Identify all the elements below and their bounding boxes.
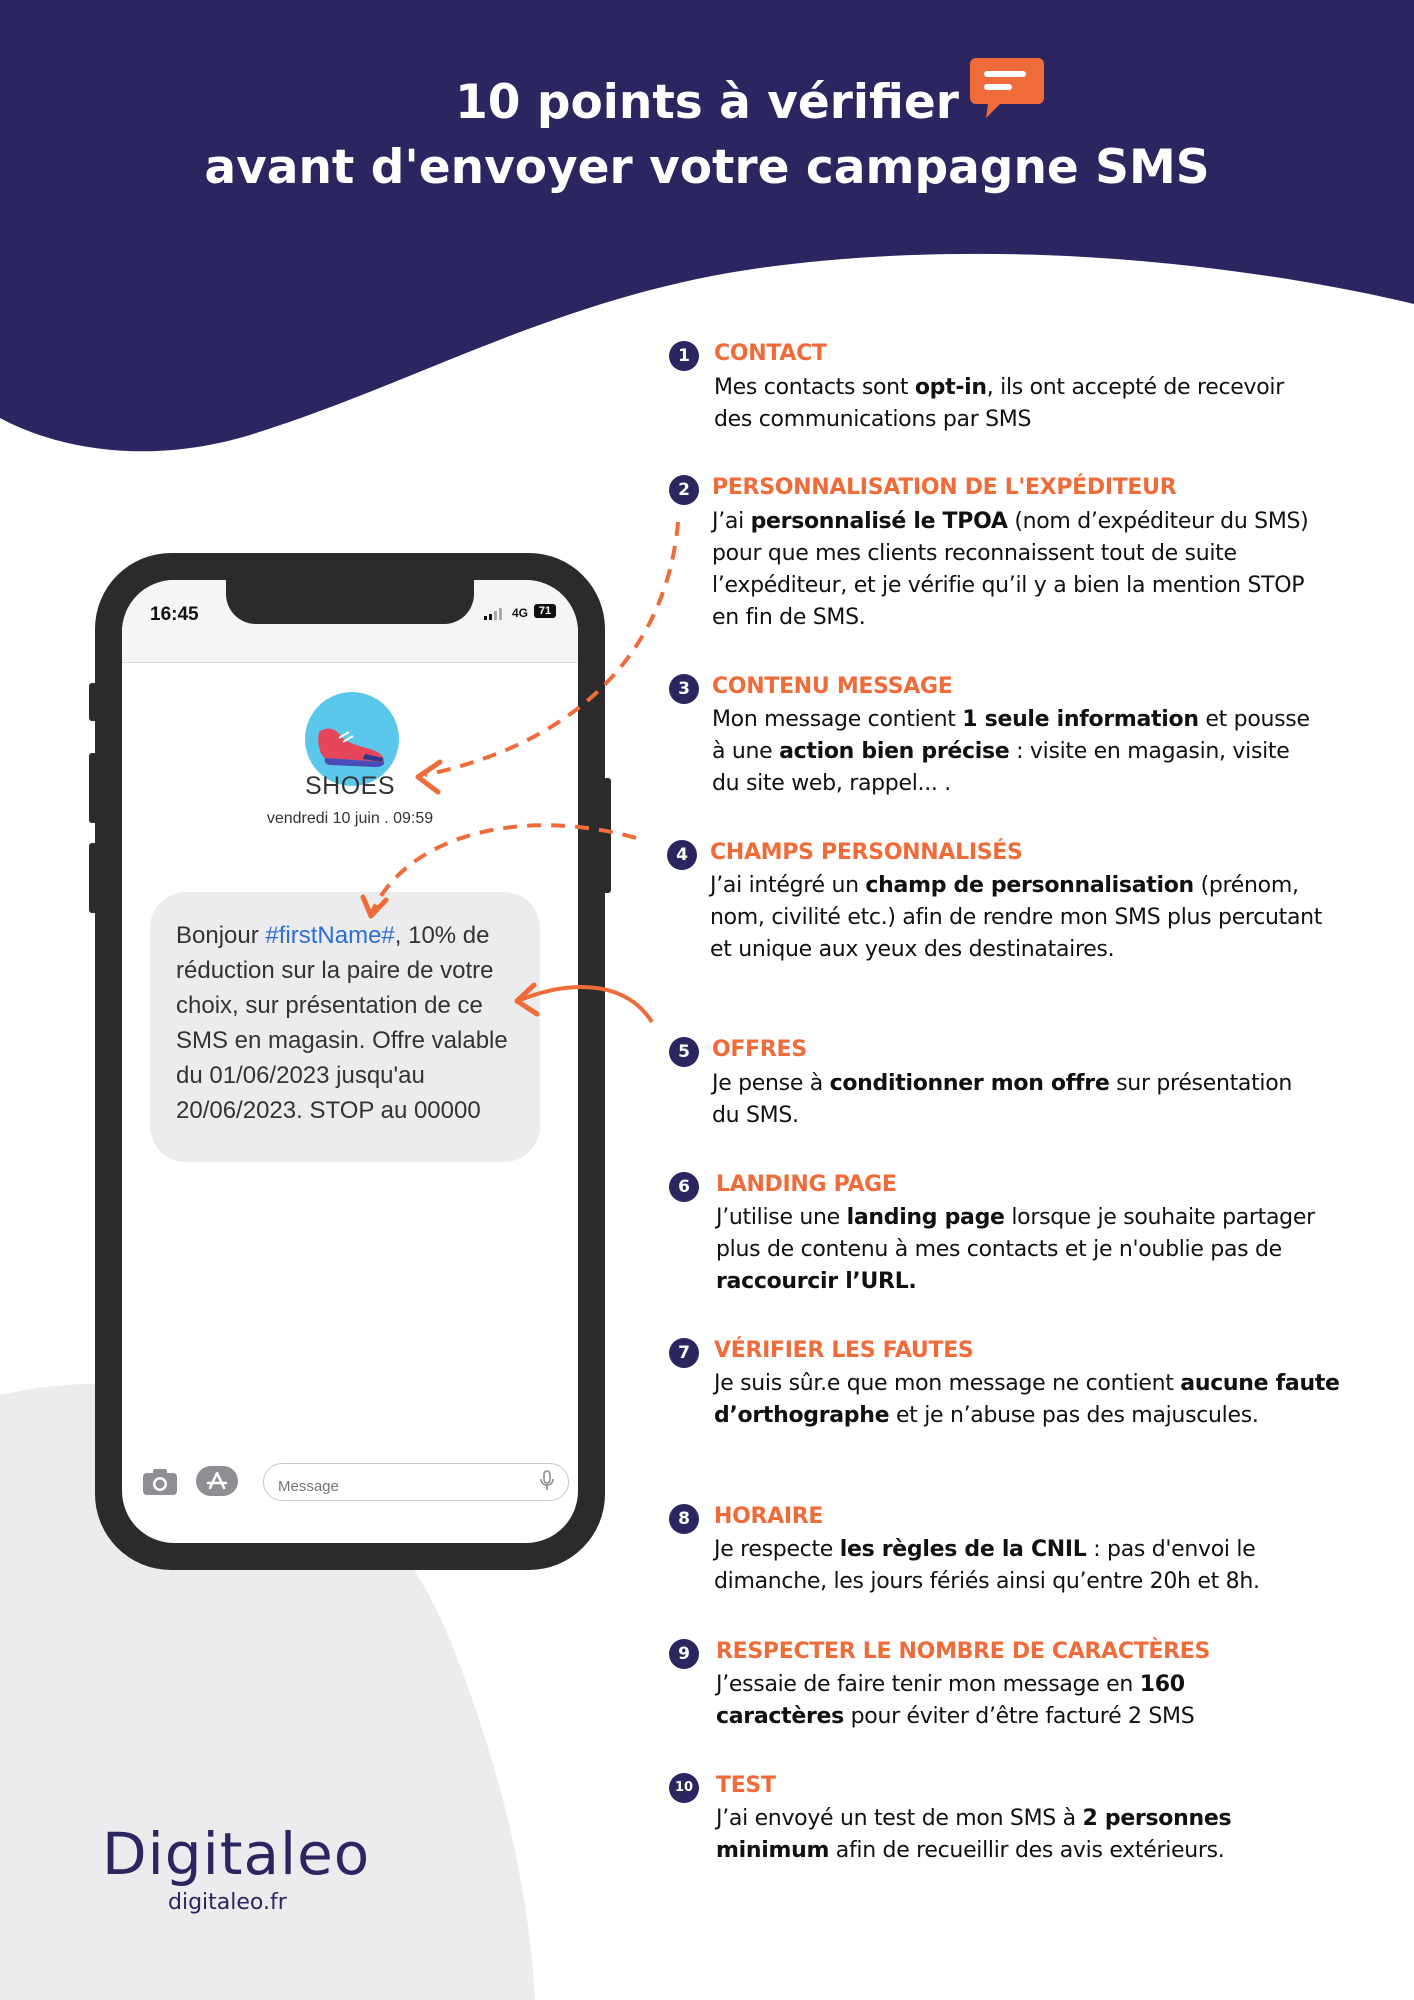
phone-volume-down [89,843,97,913]
message-input[interactable] [263,1463,569,1501]
item-text-1: Mes contacts sont opt-in, ils ont accepté de recevoir des communications par SMS [714,375,1284,432]
sms-message-bubble [150,892,540,1162]
item-number-8: 8 [669,1504,699,1534]
item-title-8: HORAIRE [714,1504,824,1529]
brand-url[interactable]: digitaleo.fr [168,1890,287,1915]
status-bar [122,580,578,663]
item-number-7: 7 [669,1338,699,1368]
item-number-5: 5 [669,1037,699,1067]
item-text-2: J’ai personnalisé le TPOA (nom d’expéditeur du SMS) pour que mes clients reconnaissent tout de suite l’expéditeur, et je vérifie qu’il y a bien la mention STOP en fin de SMS. [712,509,1309,630]
item-text-8: Je respecte les règles de la CNIL : pas d'envoi le dimanche, les jours fériés ainsi qu’entre 20h et 8h. [714,1537,1260,1594]
item-text-6: J’utilise une landing page lorsque je souhaite partager plus de contenu à mes contacts et je n'oublie pas de raccourcir l’URL. [716,1205,1315,1294]
phone-power-button [603,778,611,893]
emphasis-text: 160 caractères [716,1672,1185,1729]
emphasis-text: personnalisé le TPOA [750,509,1008,534]
phone-volume-up [89,753,97,823]
sms-body: , 10% de réduction sur la paire de votre choix, sur présentation de ce SMS en magasin. Offre valable du 01/06/2023 jusqu'au 20/06/2023. STOP au 00000 [176,922,508,1124]
item-text-9: J’essaie de faire tenir mon message en 160 caractères pour éviter d’être facturé 2 SMS [716,1672,1195,1729]
phone-side-button [89,683,97,721]
emphasis-text: les règles de la CNIL [839,1537,1087,1562]
item-title-3: CONTENU MESSAGE [712,674,953,699]
item-number-3: 3 [669,674,699,704]
page-title-line2: avant d'envoyer votre campagne SMS [204,140,1210,195]
item-title-6: LANDING PAGE [716,1172,897,1197]
page-title-line1: 10 points à vérifier [455,75,959,130]
item-text-4: J’ai intégré un champ de personnalisation (prénom, nom, civilité etc.) afin de rendre mon SMS plus percutant et unique aux yeux des destinataires. [710,873,1323,962]
microphone-icon[interactable] [540,1470,554,1492]
signal-icon [484,608,504,620]
sms-personalization-field: #firstName# [265,922,395,949]
digitaleo-logo: Digitaleo [102,1820,371,1888]
item-text-3: Mon message contient 1 seule information et pousse à une action bien précise : visite en magasin, visite du site web, rappel... . [712,707,1310,796]
item-title-9: RESPECTER LE NOMBRE DE CARACTÈRES [716,1639,1211,1664]
sms-greeting: Bonjour [176,922,266,949]
phone-screen [122,580,578,1543]
item-title-1: CONTACT [714,341,827,366]
battery-icon: 71 [534,604,556,618]
item-number-4: 4 [667,840,697,870]
item-text-10: J’ai envoyé un test de mon SMS à 2 personnes minimum afin de recueillir des avis extérieurs. [716,1806,1232,1863]
phone-mockup [95,553,605,1570]
chat-bubble-icon [970,58,1044,120]
phone-notch [226,580,474,624]
item-number-2: 2 [669,475,699,505]
item-title-7: VÉRIFIER LES FAUTES [714,1338,974,1363]
emphasis-text: landing page [846,1205,1005,1230]
camera-icon[interactable] [142,1468,178,1496]
emphasis-text: champ de personnalisation [865,873,1194,898]
app-store-icon[interactable] [196,1466,238,1496]
emphasis-text: aucune faute d’orthographe [714,1371,1340,1428]
emphasis-text: raccourcir l’URL. [716,1269,917,1294]
item-number-10: 10 [669,1773,699,1803]
item-title-5: OFFRES [712,1037,807,1062]
contact-name: SHOES [304,772,396,800]
item-text-5: Je pense à conditionner mon offre sur présentation du SMS. [712,1071,1293,1128]
message-composer [122,1460,578,1520]
contact-date: vendredi 10 juin . 09:59 [266,810,434,827]
emphasis-text: 2 personnes minimum [716,1806,1232,1863]
item-title-10: TEST [716,1773,776,1798]
emphasis-text: 1 seule information [962,707,1199,732]
emphasis-text: conditionner mon offre [829,1071,1110,1096]
item-number-6: 6 [669,1172,699,1202]
item-number-1: 1 [669,341,699,371]
status-time: 16:45 [150,604,199,625]
emphasis-text: opt-in [914,375,987,400]
network-label: 4G [512,606,529,620]
item-text-7: Je suis sûr.e que mon message ne contient aucune faute d’orthographe et je n’abuse pas des majuscules. [714,1371,1340,1428]
item-title-4: CHAMPS PERSONNALISÉS [710,840,1023,865]
emphasis-text: action bien précise [779,739,1010,764]
item-title-2: PERSONNALISATION DE L'EXPÉDITEUR [712,475,1177,500]
item-number-9: 9 [669,1639,699,1669]
